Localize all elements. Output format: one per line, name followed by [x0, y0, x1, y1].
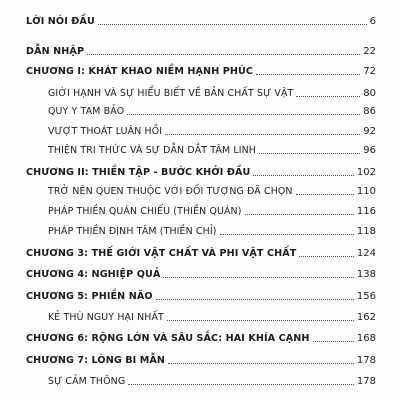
toc-entry[interactable]: [48, 124, 376, 138]
toc-entry-page-number: 86: [363, 106, 376, 117]
dot-leader: [168, 363, 354, 364]
dot-leader: [256, 74, 360, 75]
dot-leader: [127, 114, 360, 115]
toc-entry-page-number: 6: [369, 16, 376, 27]
dot-leader: [87, 54, 360, 55]
dot-leader: [163, 277, 354, 278]
dot-leader: [253, 175, 353, 176]
toc-entry-title: CHƯƠNG 4: NGHIỆP QUẢ: [26, 269, 161, 280]
toc-entry-page-number: 92: [363, 126, 376, 137]
toc-entry-page-number: 118: [356, 226, 376, 237]
toc-entry-title: CHƯƠNG 7: LÒNG BI MẪN: [26, 355, 166, 366]
toc-entry-page-number: 72: [363, 66, 376, 77]
toc-entry-page-number: 124: [356, 248, 376, 259]
toc-entry[interactable]: [26, 165, 376, 179]
toc-entry-page-number: 96: [363, 145, 376, 156]
dot-leader: [128, 384, 354, 385]
dot-leader: [296, 194, 354, 195]
toc-entry-title: KẺ THÙ NGUY HẠI NHẤT: [48, 312, 164, 323]
dot-leader: [259, 153, 360, 154]
toc-entry[interactable]: [26, 289, 376, 303]
toc-entry-title: SỰ CẢM THÔNG: [48, 376, 126, 387]
toc-entry-title: GIỚI HẠNH VÀ SỰ HIỂU BIẾT VỀ BẢN CHẤT SỰ VẬT: [48, 88, 294, 99]
dot-leader: [220, 234, 354, 235]
toc-entry-page-number: 110: [356, 186, 376, 197]
toc-entry[interactable]: [48, 104, 376, 118]
toc-entry[interactable]: [48, 204, 376, 218]
dot-leader: [165, 134, 360, 135]
toc-entry[interactable]: [48, 143, 376, 157]
toc-entry-page-number: 102: [356, 167, 376, 178]
toc-entry-title: CHƯƠNG 3: THẾ GIỚI VẬT CHẤT VÀ PHI VẬT CHẤT: [26, 248, 297, 259]
toc-entry[interactable]: [26, 331, 376, 345]
toc-entry[interactable]: [26, 267, 376, 281]
toc-entry-title: CHƯƠNG II: THIỀN TẬP - BƯỚC KHỞI ĐẦU: [26, 167, 251, 178]
toc-entry-title: DẪN NHẬP: [26, 46, 85, 57]
toc-entry[interactable]: [26, 44, 376, 58]
toc-entry-title: PHÁP THIỀN QUÁN CHIẾU (THIỀN QUÁN): [48, 206, 242, 217]
toc-entry-page-number: 156: [356, 291, 376, 302]
toc-entry-page-number: 178: [356, 355, 376, 366]
toc-entry-title: QUY Y TAM BẢO: [48, 106, 125, 117]
toc-entry[interactable]: [48, 224, 376, 238]
toc-entry-title: THIỆN TRI THỨC VÀ SỰ DẪN DẮT TÂM LINH: [48, 145, 257, 156]
toc-entry-page-number: 162: [356, 312, 376, 323]
dot-leader: [299, 256, 353, 257]
toc-entry-title: PHÁP THIỀN ĐỊNH TÂM (THIỀN CHỈ): [48, 226, 217, 237]
toc-entry[interactable]: [48, 310, 376, 324]
toc-entry[interactable]: [26, 64, 376, 78]
toc-entry-title: CHƯƠNG I: KHÁT KHAO NIỀM HẠNH PHÚC: [26, 66, 254, 77]
toc-entry[interactable]: [26, 246, 376, 260]
toc-entry[interactable]: [48, 374, 376, 388]
toc-entry-title: TRỞ NÊN QUEN THUỘC VỚI ĐỐI TƯỢNG ĐÃ CHỌN: [48, 186, 293, 197]
toc-entry-title: CHƯƠNG 5: PHIỀN NÃO: [26, 291, 153, 302]
toc-entry[interactable]: [48, 184, 376, 198]
toc-entry[interactable]: [26, 353, 376, 367]
dot-leader: [296, 96, 360, 97]
toc-entry-page-number: 178: [356, 376, 376, 387]
dot-leader: [245, 214, 354, 215]
toc-entry-page-number: 168: [356, 333, 376, 344]
toc-entry-title: LỜI NÓI ĐẦU: [26, 16, 95, 27]
dot-leader: [156, 299, 354, 300]
dot-leader: [167, 320, 354, 321]
toc-entry-page-number: 138: [356, 269, 376, 280]
dot-leader: [98, 24, 367, 25]
toc-entry[interactable]: [48, 86, 376, 100]
toc-entry-page-number: 80: [363, 88, 376, 99]
toc-entry-title: VƯỢT THOÁT LUÂN HỒI: [48, 126, 163, 137]
dot-leader: [313, 341, 354, 342]
toc-entry-page-number: 22: [363, 46, 376, 57]
toc-entry[interactable]: [26, 14, 376, 28]
toc-entry-page-number: 116: [356, 206, 376, 217]
toc-entry-title: CHƯƠNG 6: RỘNG LỚN VÀ SÂU SẮC: HAI KHÍA CẠNH: [26, 333, 310, 344]
